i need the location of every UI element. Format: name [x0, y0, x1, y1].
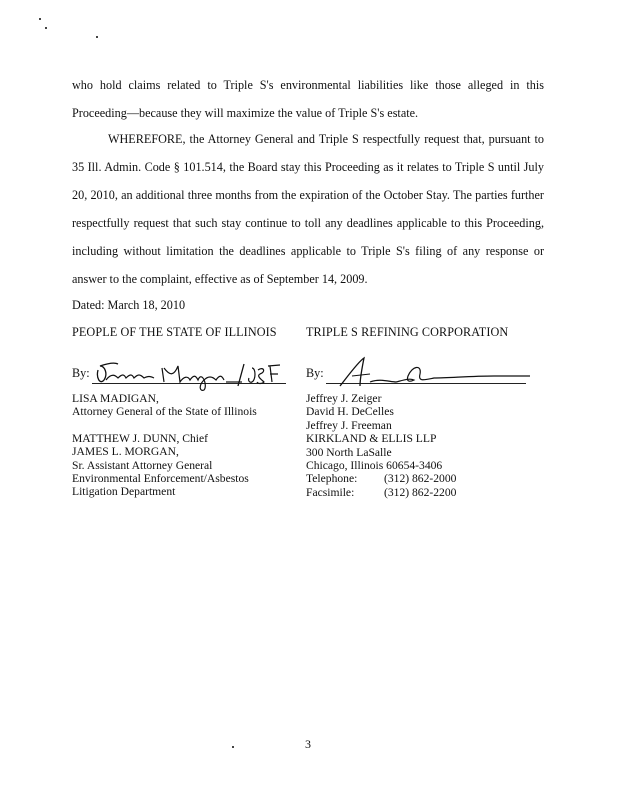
scan-speck — [232, 746, 234, 748]
signature-block-triple-s — [306, 325, 546, 499]
scan-speck — [96, 36, 98, 38]
facsimile-number: (312) 862-2200 — [384, 485, 457, 499]
attorney-name: David H. DeCelles — [306, 405, 394, 419]
by-label: By: — [306, 366, 324, 380]
page-number: 3 — [305, 737, 311, 751]
signature-line-people — [72, 352, 292, 392]
telephone-row — [306, 472, 546, 485]
address-line: Chicago, Illinois 60654-3406 — [306, 459, 443, 473]
address-line: 300 North LaSalle — [306, 445, 392, 459]
scan-speck — [45, 27, 47, 29]
paragraph-continuation: who hold claims related to Triple S's environmental liabilities like those alleged in this Proceeding—because they will maximize the value of Triple S's estate. — [72, 78, 544, 120]
signatory-title: Attorney General of the State of Illinois — [72, 405, 257, 419]
signatory-block-people — [72, 392, 292, 499]
telephone-label: Telephone: — [306, 472, 358, 486]
attorney-name: Jeffrey J. Freeman — [306, 418, 392, 432]
counsel-line: Sr. Assistant Attorney General — [72, 458, 213, 472]
signatory-name: LISA MADIGAN, — [72, 392, 159, 405]
by-label: By: — [72, 366, 90, 380]
attorney-block-triple-s — [306, 392, 546, 499]
law-firm-name: KIRKLAND & ELLIS LLP — [306, 432, 437, 446]
facsimile-row — [306, 486, 546, 499]
counsel-line: MATTHEW J. DUNN, Chief — [72, 431, 208, 445]
dated-line: Dated: March 18, 2010 — [72, 298, 186, 312]
attorney-name: Jeffrey J. Zeiger — [306, 392, 382, 405]
facsimile-label: Facsimile: — [306, 485, 355, 499]
counsel-line: Environmental Enforcement/Asbestos — [72, 472, 249, 486]
handwritten-signature-triple-s — [330, 352, 530, 392]
counsel-line: Litigation Department — [72, 485, 176, 499]
party-name-people: PEOPLE OF THE STATE OF ILLINOIS — [72, 325, 277, 339]
paragraph-wherefore: WHEREFORE, the Attorney General and Triple S respectfully request that, pursuant to 35 Ill. Admin. Code § 101.514, the Board stay this Proceeding as it relates to Triple S until July 20, 2010, an additional three months from the expiration of the October Stay. The parties further respectfully request that such stay continue to toll any deadlines applicable to this Proceeding, including without limitation the deadlines applicable to Triple S's filing of any response or answer to the complaint, effective as of September 14, 2009. — [72, 132, 544, 286]
signature-block-people — [72, 325, 292, 499]
scan-speck — [39, 18, 41, 20]
counsel-line: JAMES L. MORGAN, — [72, 445, 179, 459]
signature-line-triple-s — [306, 352, 546, 392]
party-name-triple-s: TRIPLE S REFINING CORPORATION — [306, 325, 509, 339]
telephone-number: (312) 862-2000 — [384, 472, 457, 486]
handwritten-signature-people — [92, 352, 292, 392]
